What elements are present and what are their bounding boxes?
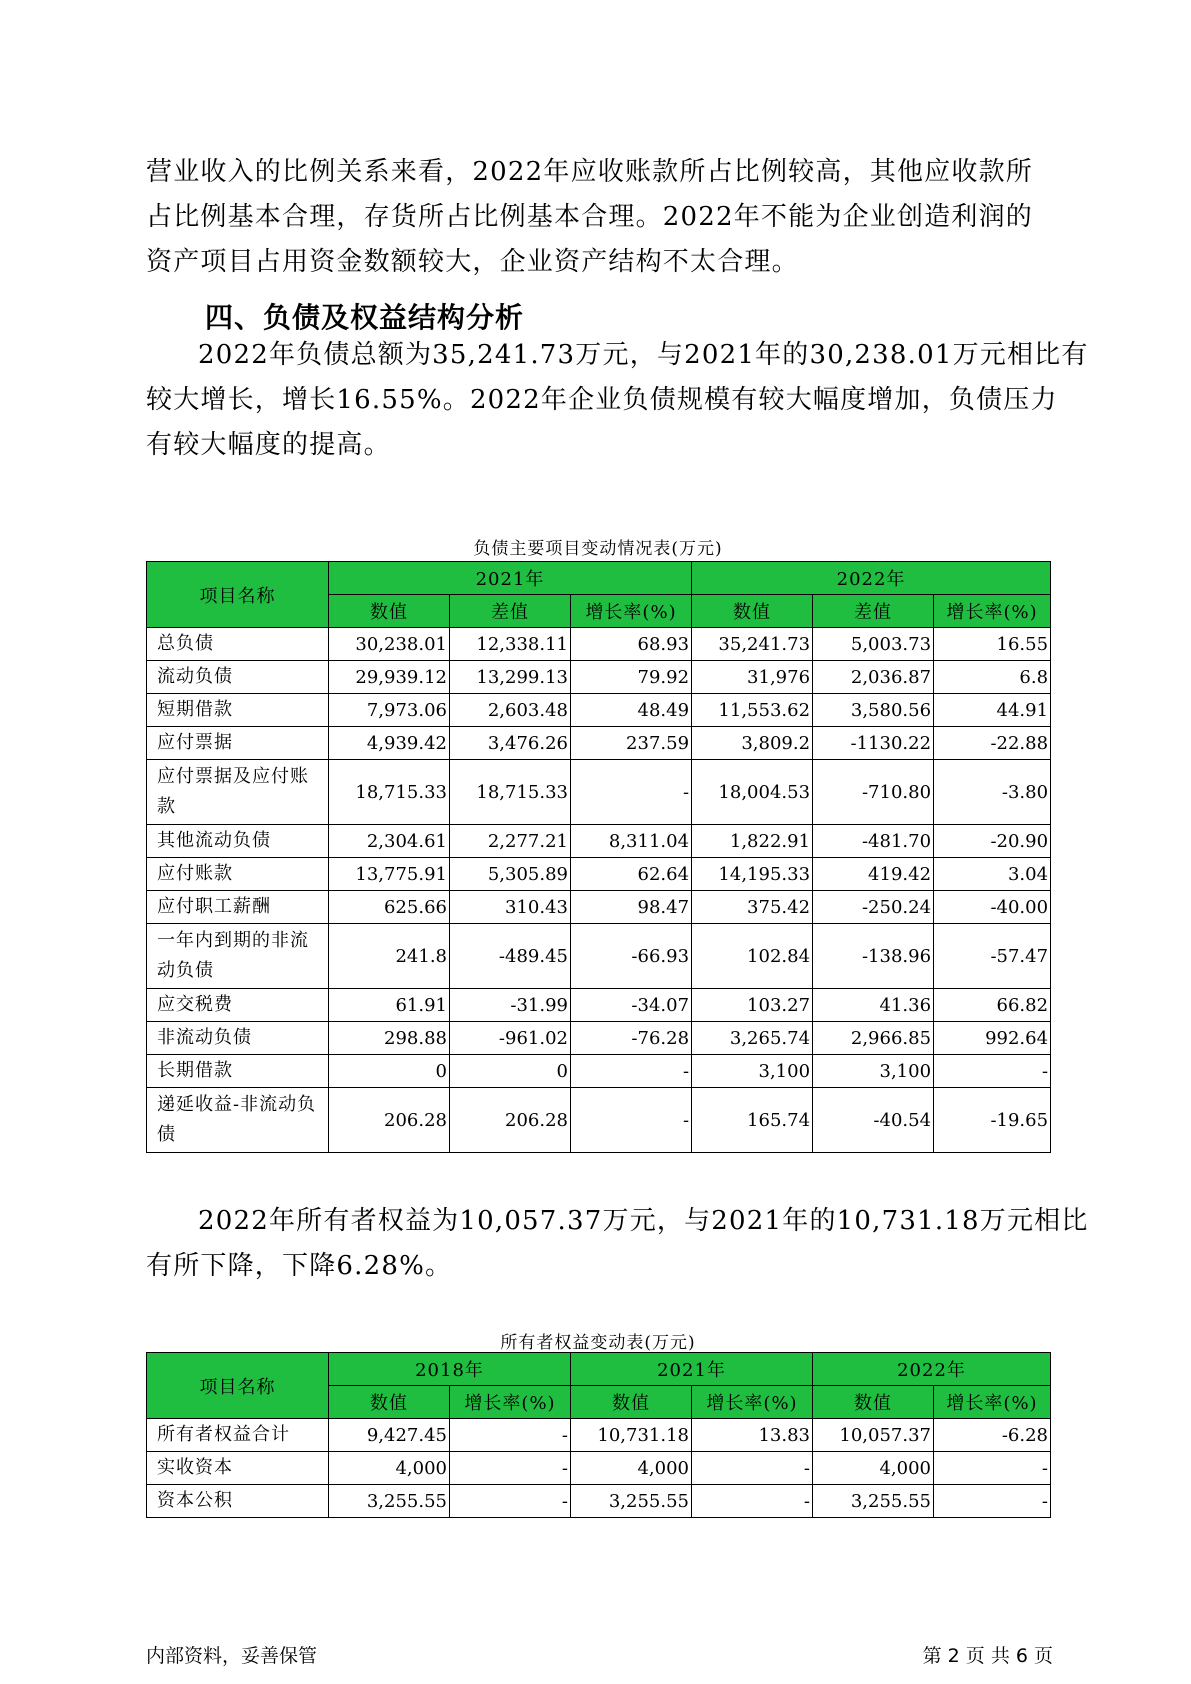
row-label: 非流动负债 — [147, 1022, 329, 1055]
text-line: 有所下降，下降6.28%。 — [146, 1251, 453, 1281]
table-row — [147, 825, 1051, 858]
column-header: 增长率(%) — [692, 1386, 813, 1419]
column-header: 数值 — [692, 595, 813, 628]
table-row — [147, 661, 1051, 694]
text-line: 2022年所有者权益为10,057.37万元，与2021年的10,731.18万元相比 — [198, 1206, 1089, 1236]
table-cell: 62.64 — [571, 858, 692, 891]
table-cell: -481.70 — [813, 825, 934, 858]
table-row — [147, 1022, 1051, 1055]
table-cell: 3,100 — [692, 1055, 813, 1088]
table-cell: - — [450, 1419, 571, 1452]
table-cell: - — [571, 1088, 692, 1153]
table-row — [147, 760, 1051, 825]
table-cell: 0 — [450, 1055, 571, 1088]
column-header: 数值 — [329, 595, 450, 628]
table1-caption: 负债主要项目变动情况表(万元) — [473, 539, 723, 559]
table-cell: -3.80 — [934, 760, 1051, 825]
table-cell: 375.42 — [692, 891, 813, 924]
table-cell: 3,255.55 — [813, 1485, 934, 1518]
row-label: 长期借款 — [147, 1055, 329, 1088]
liability-table — [146, 561, 1051, 1153]
table-cell: 310.43 — [450, 891, 571, 924]
year-header: 2018年 — [329, 1353, 571, 1386]
table-cell: 206.28 — [329, 1088, 450, 1153]
table-cell: 29,939.12 — [329, 661, 450, 694]
row-label: 应付票据 — [147, 727, 329, 760]
table-cell: -22.88 — [934, 727, 1051, 760]
table-cell: 48.49 — [571, 694, 692, 727]
table-cell: - — [934, 1055, 1051, 1088]
table-cell: 31,976 — [692, 661, 813, 694]
table-cell: -250.24 — [813, 891, 934, 924]
table-cell: 298.88 — [329, 1022, 450, 1055]
row-label: 其他流动负债 — [147, 825, 329, 858]
table-cell: 1,822.91 — [692, 825, 813, 858]
equity-paragraph — [146, 1199, 1089, 1289]
text-line: 资产项目占用资金数额较大，企业资产结构不太合理。 — [146, 247, 799, 277]
table-cell: 16.55 — [934, 628, 1051, 661]
table-row — [147, 694, 1051, 727]
row-label: 应付票据及应付账款 — [147, 760, 329, 825]
table-cell: -138.96 — [813, 924, 934, 989]
year-header: 2021年 — [571, 1353, 813, 1386]
table-cell: 13,299.13 — [450, 661, 571, 694]
table-cell: 35,241.73 — [692, 628, 813, 661]
table-cell: 3.04 — [934, 858, 1051, 891]
text-line: 占比例基本合理，存货所占比例基本合理。2022年不能为企业创造利润的 — [146, 202, 1033, 232]
column-header: 增长率(%) — [934, 1386, 1051, 1419]
table-cell: 5,305.89 — [450, 858, 571, 891]
table-cell: 11,553.62 — [692, 694, 813, 727]
table-row — [147, 1088, 1051, 1153]
table-row — [147, 891, 1051, 924]
column-header: 增长率(%) — [450, 1386, 571, 1419]
table-cell: 102.84 — [692, 924, 813, 989]
table-cell: - — [571, 1055, 692, 1088]
table-row — [147, 924, 1051, 989]
equity-table — [146, 1352, 1051, 1518]
table-cell: 98.47 — [571, 891, 692, 924]
table-cell: 2,966.85 — [813, 1022, 934, 1055]
year-header: 2022年 — [813, 1353, 1051, 1386]
column-header: 数值 — [571, 1386, 692, 1419]
table-cell: -66.93 — [571, 924, 692, 989]
table-cell: -1130.22 — [813, 727, 934, 760]
table-cell: 3,255.55 — [571, 1485, 692, 1518]
table-cell: 241.8 — [329, 924, 450, 989]
table-cell: 992.64 — [934, 1022, 1051, 1055]
table-cell: 419.42 — [813, 858, 934, 891]
column-header: 数值 — [329, 1386, 450, 1419]
table-row — [147, 1055, 1051, 1088]
year-header: 2022年 — [692, 562, 1051, 595]
table-cell: 3,100 — [813, 1055, 934, 1088]
table-row — [147, 727, 1051, 760]
name-header: 项目名称 — [147, 562, 329, 628]
row-label: 流动负债 — [147, 661, 329, 694]
table-cell: - — [692, 1485, 813, 1518]
table-cell: 44.91 — [934, 694, 1051, 727]
table-cell: 3,476.26 — [450, 727, 571, 760]
column-header: 差值 — [450, 595, 571, 628]
intro-paragraph — [146, 150, 1046, 285]
table-cell: -710.80 — [813, 760, 934, 825]
table-cell: 2,036.87 — [813, 661, 934, 694]
table-cell: 66.82 — [934, 989, 1051, 1022]
table-cell: -20.90 — [934, 825, 1051, 858]
table-cell: - — [934, 1485, 1051, 1518]
table-cell: 3,580.56 — [813, 694, 934, 727]
table-cell: 68.93 — [571, 628, 692, 661]
table-cell: 41.36 — [813, 989, 934, 1022]
table-cell: -489.45 — [450, 924, 571, 989]
table-cell: 5,003.73 — [813, 628, 934, 661]
row-label: 所有者权益合计 — [147, 1419, 329, 1452]
table-cell: 3,255.55 — [329, 1485, 450, 1518]
table-cell: 18,715.33 — [329, 760, 450, 825]
table-cell: 206.28 — [450, 1088, 571, 1153]
table-cell: - — [450, 1452, 571, 1485]
table-cell: 7,973.06 — [329, 694, 450, 727]
table-cell: - — [934, 1452, 1051, 1485]
table-row — [147, 1419, 1051, 1452]
row-label: 短期借款 — [147, 694, 329, 727]
table-cell: 4,000 — [813, 1452, 934, 1485]
row-label: 一年内到期的非流动负债 — [147, 924, 329, 989]
table-cell: 625.66 — [329, 891, 450, 924]
table-cell: -6.28 — [934, 1419, 1051, 1452]
table-cell: 61.91 — [329, 989, 450, 1022]
table-cell: -76.28 — [571, 1022, 692, 1055]
row-label: 总负债 — [147, 628, 329, 661]
row-label: 实收资本 — [147, 1452, 329, 1485]
table-cell: 79.92 — [571, 661, 692, 694]
table-cell: -34.07 — [571, 989, 692, 1022]
text-line: 较大增长，增长16.55%。2022年企业负债规模有较大幅度增加，负债压力 — [146, 385, 1058, 415]
text-line: 2022年负债总额为35,241.73万元，与2021年的30,238.01万元相比有 — [198, 340, 1089, 370]
table-cell: 237.59 — [571, 727, 692, 760]
table-cell: 3,265.74 — [692, 1022, 813, 1055]
section-heading: 四、负债及权益结构分析 — [205, 301, 525, 334]
table-cell: 2,603.48 — [450, 694, 571, 727]
table-cell: - — [571, 760, 692, 825]
table-cell: 3,809.2 — [692, 727, 813, 760]
table-cell: 13,775.91 — [329, 858, 450, 891]
liability-paragraph — [146, 333, 1089, 468]
table-row — [147, 628, 1051, 661]
table-cell: -31.99 — [450, 989, 571, 1022]
table-cell: -57.47 — [934, 924, 1051, 989]
column-header: 数值 — [813, 1386, 934, 1419]
column-header: 差值 — [813, 595, 934, 628]
table-cell: 18,715.33 — [450, 760, 571, 825]
footer-page-number: 第 2 页 共 6 页 — [922, 1645, 1053, 1667]
table-cell: 0 — [329, 1055, 450, 1088]
table-cell: 6.8 — [934, 661, 1051, 694]
table-cell: 9,427.45 — [329, 1419, 450, 1452]
table-cell: - — [450, 1485, 571, 1518]
table-cell: 4,000 — [571, 1452, 692, 1485]
year-header: 2021年 — [329, 562, 692, 595]
table-cell: -40.54 — [813, 1088, 934, 1153]
table-cell: 8,311.04 — [571, 825, 692, 858]
text-line: 有较大幅度的提高。 — [146, 430, 391, 460]
row-label: 应付职工薪酬 — [147, 891, 329, 924]
table-row — [147, 1452, 1051, 1485]
table-cell: 12,338.11 — [450, 628, 571, 661]
column-header: 增长率(%) — [934, 595, 1051, 628]
table-cell: 2,304.61 — [329, 825, 450, 858]
text-line: 营业收入的比例关系来看，2022年应收账款所占比例较高，其他应收款所 — [146, 157, 1033, 187]
name-header: 项目名称 — [147, 1353, 329, 1419]
table-cell: 4,000 — [329, 1452, 450, 1485]
table-cell: 165.74 — [692, 1088, 813, 1153]
row-label: 应交税费 — [147, 989, 329, 1022]
table-cell: -19.65 — [934, 1088, 1051, 1153]
column-header: 增长率(%) — [571, 595, 692, 628]
footer-confidential: 内部资料，妥善保管 — [146, 1645, 318, 1667]
table-cell: 18,004.53 — [692, 760, 813, 825]
table-cell: 2,277.21 — [450, 825, 571, 858]
table-cell: -961.02 — [450, 1022, 571, 1055]
table-cell: 103.27 — [692, 989, 813, 1022]
table-row — [147, 989, 1051, 1022]
table-cell: - — [692, 1452, 813, 1485]
table-cell: 13.83 — [692, 1419, 813, 1452]
table-cell: 30,238.01 — [329, 628, 450, 661]
row-label: 资本公积 — [147, 1485, 329, 1518]
table-cell: 4,939.42 — [329, 727, 450, 760]
table-cell: 14,195.33 — [692, 858, 813, 891]
table-row — [147, 858, 1051, 891]
table-cell: -40.00 — [934, 891, 1051, 924]
table-cell: 10,731.18 — [571, 1419, 692, 1452]
table-cell: 10,057.37 — [813, 1419, 934, 1452]
row-label: 应付账款 — [147, 858, 329, 891]
table2-caption: 所有者权益变动表(万元) — [500, 1333, 696, 1353]
table-row — [147, 1485, 1051, 1518]
row-label: 递延收益-非流动负债 — [147, 1088, 329, 1153]
